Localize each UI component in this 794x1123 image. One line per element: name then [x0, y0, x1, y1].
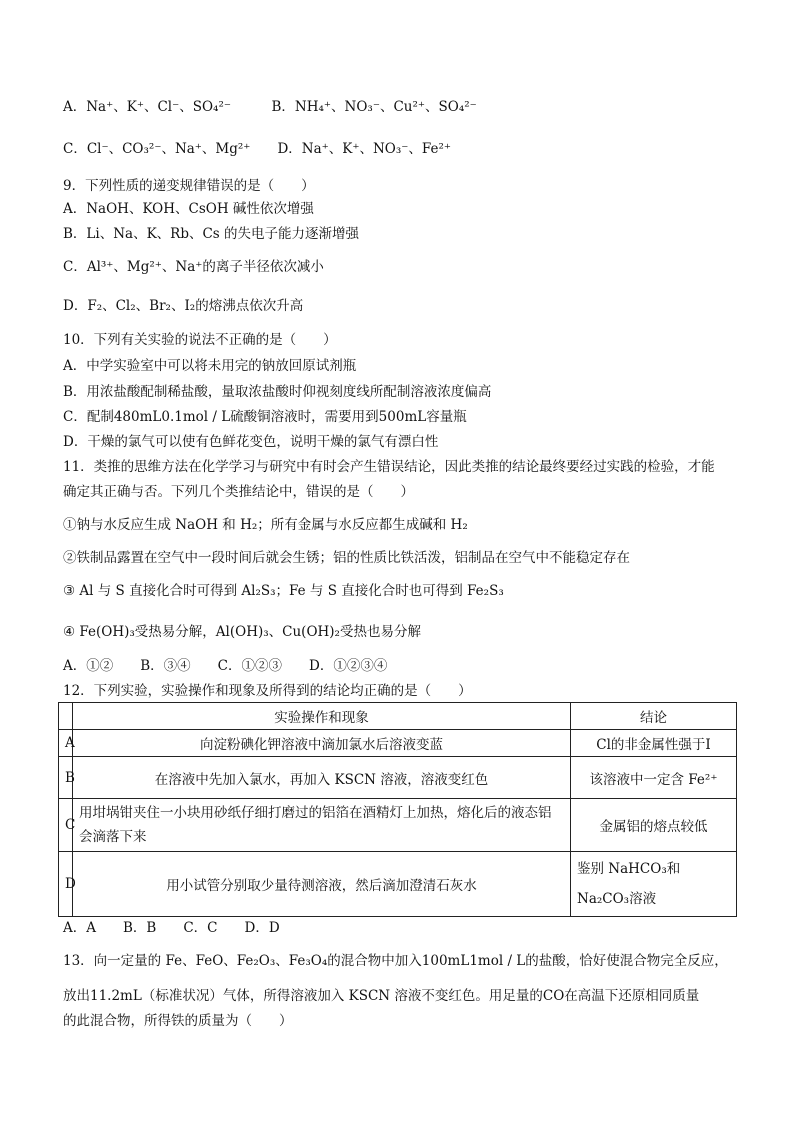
row-operation: 向淀粉碘化钾溶液中滴加氯水后溶液变蓝 — [73, 730, 571, 757]
q12-options: A．A B．B C．C D．D — [63, 920, 280, 936]
q10-option-d: D．干燥的氯气可以使有色鲜花变色，说明干燥的氯气有漂白性 — [63, 434, 439, 450]
table-header-operation: 实验操作和现象 — [73, 703, 571, 730]
q12-stem: 12．下列实验，实验操作和现象及所得到的结论均正确的是（ ） — [63, 683, 472, 699]
q10-stem: 10．下列有关实验的说法不正确的是（ ） — [63, 332, 337, 348]
table-row — [59, 852, 737, 917]
row-conclusion: 金属铝的熔点较低 — [571, 799, 737, 852]
q11-statement-4: ④ Fe(OH)₃受热易分解，Al(OH)₃、Cu(OH)₂受热也易分解 — [63, 624, 421, 640]
q11-statement-1: ①钠与水反应生成 NaOH 和 H₂；所有金属与水反应都生成碱和 H₂ — [63, 517, 468, 533]
q10-option-b: B．用浓盐酸配制稀盐酸，量取浓盐酸时仰视刻度线所配制溶液浓度偏高 — [63, 384, 492, 400]
table-header-blank — [59, 703, 73, 730]
row-conclusion: Cl的非金属性强于I — [571, 730, 737, 757]
row-label: B — [59, 757, 73, 799]
q10-option-a: A．中学实验室中可以将未用完的钠放回原试剂瓶 — [63, 358, 357, 374]
table-header-conclusion: 结论 — [571, 703, 737, 730]
q9-option-d: D．F₂、Cl₂、Br₂、I₂的熔沸点依次升高 — [63, 298, 304, 314]
q9-option-b: B．Li、Na、K、Rb、Cs 的失电子能力逐渐增强 — [63, 226, 360, 242]
q13-stem-line2: 放出11.2mL（标准状况）气体，所得溶液加入 KSCN 溶液不变红色。用足量的CO在高温下还原相同质量 — [63, 988, 700, 1004]
q9-option-c: C．Al³⁺、Mg²⁺、Na⁺的离子半径依次减小 — [63, 259, 324, 275]
q10-option-c: C．配制480mL0.1mol / L硫酸铜溶液时，需要用到500mL容量瓶 — [63, 409, 467, 425]
q8-options-cd: C．Cl⁻、CO₃²⁻、Na⁺、Mg²⁺ D．Na⁺、K⁺、NO₃⁻、Fe²⁺ — [63, 141, 452, 157]
q11-stem-line1: 11．类推的思维方法在化学学习与研究中有时会产生错误结论，因此类推的结论最终要经过实践的检验，才能 — [63, 459, 715, 475]
q13-stem-line1: 13．向一定量的 Fe、FeO、Fe₂O₃、Fe₃O₄的混合物中加入100mL1mol / L的盐酸，恰好使混合物完全反应， — [63, 953, 728, 969]
table-row — [59, 757, 737, 799]
row-label: D — [59, 852, 73, 917]
row-operation: 用坩埚钳夹住一小块用砂纸仔细打磨过的铝箔在酒精灯上加热，熔化后的液态铝会滴落下来 — [73, 799, 571, 852]
q11-stem-line2: 确定其正确与否。下列几个类推结论中，错误的是（ ） — [63, 484, 414, 500]
q11-options: A．①② B．③④ C．①②③ D．①②③④ — [63, 658, 388, 674]
row-label: A — [59, 730, 73, 757]
row-label: C — [59, 799, 73, 852]
table-row — [59, 799, 737, 852]
experiment-table — [58, 702, 737, 917]
q11-statement-2: ②铁制品露置在空气中一段时间后就会生锈；铝的性质比铁活泼，铝制品在空气中不能稳定存在 — [63, 550, 630, 566]
q11-statement-3: ③ Al 与 S 直接化合时可得到 Al₂S₃；Fe 与 S 直接化合时也可得到 Fe₂S₃ — [63, 583, 504, 599]
q8-options-ab: A．Na⁺、K⁺、Cl⁻、SO₄²⁻ B．NH₄⁺、NO₃⁻、Cu²⁺、SO₄²⁻ — [63, 99, 477, 115]
row-operation: 用小试管分别取少量待测溶液，然后滴加澄清石灰水 — [73, 852, 571, 917]
row-operation: 在溶液中先加入氯水，再加入 KSCN 溶液，溶液变红色 — [73, 757, 571, 799]
q9-stem: 9．下列性质的递变规律错误的是（ ） — [63, 178, 315, 194]
table-row — [59, 730, 737, 757]
q9-option-a: A．NaOH、KOH、CsOH 碱性依次增强 — [63, 201, 314, 217]
row-conclusion: 鉴别 NaHCO₃和 Na₂CO₃溶液 — [571, 852, 737, 917]
q13-stem-line3: 的此混合物，所得铁的质量为（ ） — [63, 1013, 293, 1029]
row-conclusion: 该溶液中一定含 Fe²⁺ — [571, 757, 737, 799]
